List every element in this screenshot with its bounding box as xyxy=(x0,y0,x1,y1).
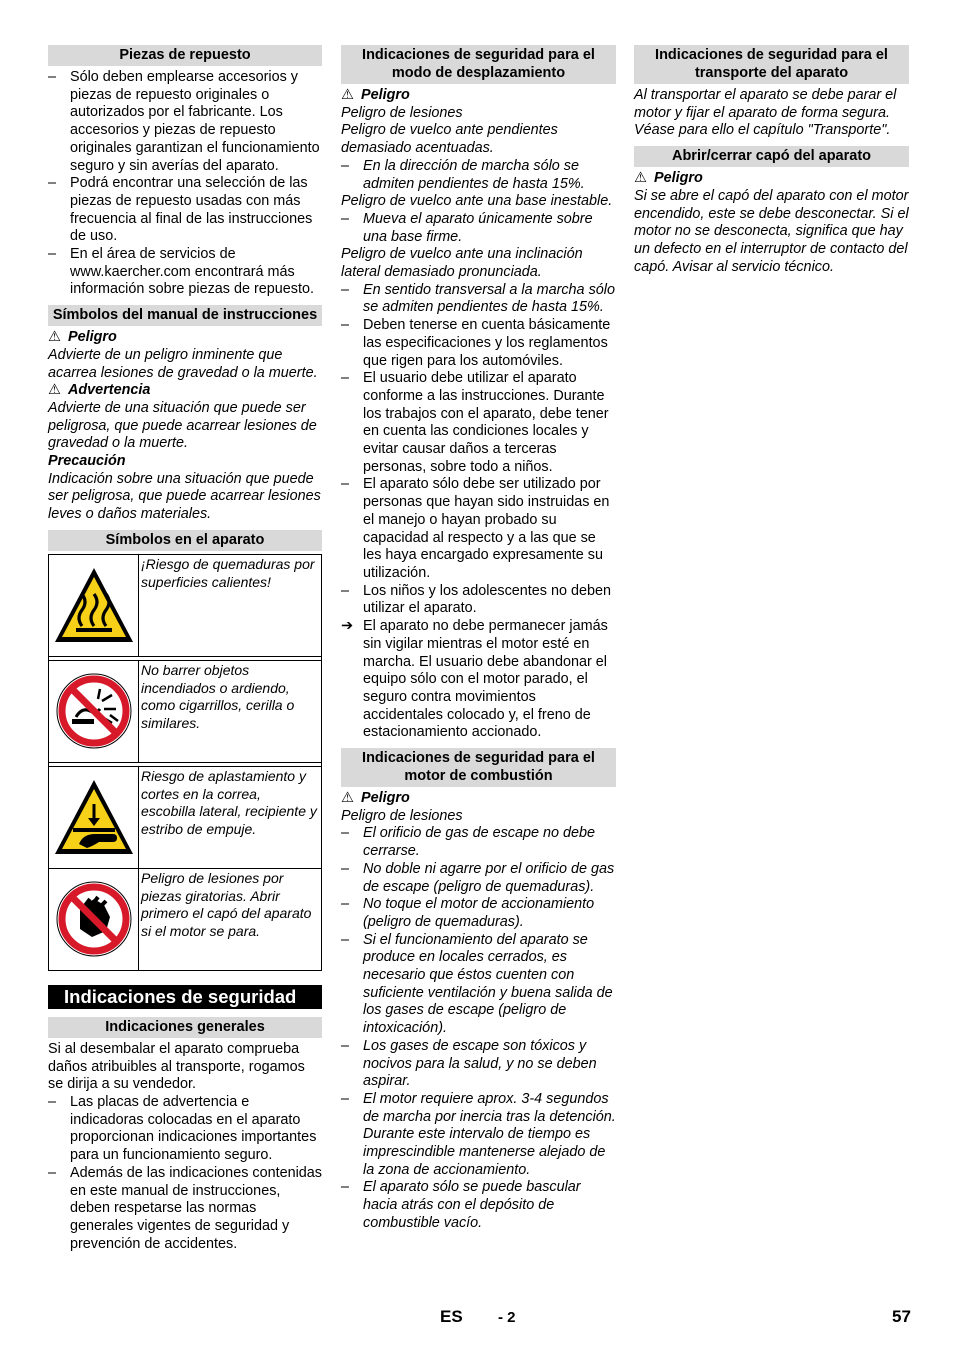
symbol-description: Peligro de lesiones por piezas giratorias. Abrir primero el capó del aparato si el motor se para. xyxy=(141,869,312,940)
list-item: – Deben tenerse en cuenta básicamente las especificaciones y los reglamentos que rigen para los automóviles. xyxy=(341,317,611,369)
column-1 xyxy=(48,45,322,1253)
spare-parts-list xyxy=(48,69,322,299)
hot-surface-warning-icon xyxy=(51,564,137,646)
list-item: – El aparato sólo debe ser utilizado por personas que hayan sido instruidas en el manejo o hayan probado su capacidad al respecto y a las que se les haya encargado expresamente su utilización. xyxy=(341,476,610,581)
warning-triangle-icon: ⚠ xyxy=(48,329,61,346)
danger-description: Advierte de un peligro inminente que acarrea lesiones de gravedad o la muerte. xyxy=(48,346,318,381)
list-item: – No doble ni agarre por el orificio de gas de escape (peligro de quemaduras). xyxy=(341,860,615,895)
overturn-lateral-note: Peligro de vuelco ante una inclinación lateral demasiado pronunciada. xyxy=(341,246,583,281)
safety-section-title: Indicaciones de seguridad xyxy=(48,985,322,1009)
spare-parts-heading: Piezas de repuesto xyxy=(48,45,322,66)
no-hand-rotating-parts-icon xyxy=(54,879,134,959)
table-row xyxy=(49,766,321,869)
list-item: – Los niños y los adolescentes no deben utilizar el aparato. xyxy=(341,582,612,617)
table-row xyxy=(49,555,321,657)
travel-safety-heading: Indicaciones de seguridad para el modo de desplazamiento xyxy=(341,45,616,84)
warning-triangle-icon: ⚠ xyxy=(341,790,354,807)
warning-description: Advierte de una situación que puede ser peligrosa, que puede acarrear lesiones de gravedad o la muerte. xyxy=(48,399,317,452)
hood-heading: Abrir/cerrar capó del aparato xyxy=(634,146,909,167)
engine-safety-heading: Indicaciones de seguridad para el motor de combustión xyxy=(341,748,616,787)
transport-safety-heading: Indicaciones de seguridad para el transporte del aparato xyxy=(634,45,909,84)
list-item: – No toque el motor de accionamiento (peligro de quemaduras). xyxy=(341,896,595,930)
list-item: – El usuario debe utilizar el aparato conforme a las instrucciones. Durante los trabajos con el aparato, debe tener en cuenta las condiciones locales y evitar causar daños a terceras personas, sobre todo a niños. xyxy=(341,370,609,475)
arrow-right-icon: ➔ xyxy=(341,618,354,635)
overturn-slopes-note: Peligro de vuelco ante pendientes demasiado acentuadas. xyxy=(341,122,558,157)
list-item: – El motor requiere aprox. 3-4 segundos de marcha por inercia tras la detención. Durante este intervalo de tiempo es imprescindible mantenerse alejado de la zona de accionamiento. xyxy=(341,1090,616,1178)
caution-signal: Precaución xyxy=(48,453,126,470)
column-3 xyxy=(634,45,909,276)
list-item: – En sentido transversal a la marcha sólo se admiten pendientes de hasta 15%. xyxy=(341,281,615,316)
warning-signal: ⚠ Advertencia xyxy=(48,382,151,399)
manual-symbols-heading: Símbolos del manual de instrucciones xyxy=(48,305,322,326)
overturn-unstable-note: Peligro de vuelco ante una base inestable. xyxy=(341,193,613,210)
general-notes-heading: Indicaciones generales xyxy=(48,1017,322,1038)
device-symbols-heading: Símbolos en el aparato xyxy=(48,530,322,551)
general-list xyxy=(48,1094,322,1253)
list-item: – Los gases de escape son tóxicos y nocivos para la salud, y no se deben aspirar. xyxy=(341,1037,597,1090)
symbol-description: ¡Riesgo de quemaduras por superficies calientes! xyxy=(141,555,315,590)
table-row xyxy=(49,660,321,763)
column-2 xyxy=(341,45,616,1233)
warning-triangle-icon: ⚠ xyxy=(634,170,647,187)
injury-note: Peligro de lesiones xyxy=(341,104,463,121)
list-item: – Si el funcionamiento del aparato se produce en locales cerrados, es necesario que éstos cuenten con suficiente ventilación y buena salida de los gases de escape (peligro de intoxicación). xyxy=(341,931,613,1037)
hood-text: Si se abre el capó del aparato con el motor encendido, este se debe desconectar. Si el motor no se desconecta, significa que hay un defecto en el interruptor de contacto del capó. Avisar al servicio técnico. xyxy=(634,187,909,275)
list-item: ➔ El aparato no debe permanecer jamás sin vigilar mientras el motor esté en marcha. El usuario debe abandonar el equipo sólo con el motor parado, el seguro contra movimientos accidentales colocado y, el freno de estacionamiento accionado. xyxy=(341,618,608,741)
footer-language: ES xyxy=(440,1307,463,1326)
list-item: – Además de las indicaciones contenidas en este manual de instrucciones, deben respetarse las normas generales vigentes de seguridad y prevención de accidentes. xyxy=(48,1164,322,1252)
list-item: – En el área de servicios de www.kaercher.com encontrará más información sobre piezas de repuesto. xyxy=(48,246,314,298)
symbol-description: Riesgo de aplastamiento y cortes en la correa, escobilla lateral, recipiente y estribo de empuje. xyxy=(141,767,317,838)
list-item: – Las placas de advertencia e indicadoras colocadas en el aparato proporcionan indicaciones importantes para un funcionamiento seguro. xyxy=(48,1093,317,1164)
list-item: – Sólo deben emplearse accesorios y piezas de repuesto originales o autorizados por el fabricante. Los accesorios y piezas de repuesto originales garantizan el funcionamiento seguro y sin averías del aparato. xyxy=(48,69,320,174)
warning-triangle-icon: ⚠ xyxy=(48,382,61,399)
general-intro: Si al desembalar el aparato comprueba daños atribuibles al transporte, rogamos se dirija a su vendedor. xyxy=(48,1040,305,1093)
page-number: 57 xyxy=(892,1307,911,1326)
injury-note: Peligro de lesiones xyxy=(341,807,463,824)
list-item: – El orificio de gas de escape no debe cerrarse. xyxy=(341,825,596,860)
device-symbols-table xyxy=(48,554,322,971)
symbol-description: No barrer objetos incendiados o ardiendo, como cigarrillos, cerilla o similares. xyxy=(141,661,295,732)
danger-signal: ⚠ Peligro xyxy=(341,87,410,103)
list-item: – Podrá encontrar una selección de las piezas de repuesto usadas con más frecuencia al final de las instrucciones de uso. xyxy=(48,175,313,245)
crush-hand-warning-icon xyxy=(51,776,137,858)
list-item: – Mueva el aparato únicamente sobre una base firme. xyxy=(341,210,593,245)
danger-signal: ⚠ Peligro xyxy=(341,790,410,807)
footer-section: - 2 xyxy=(498,1309,516,1326)
danger-signal: ⚠ Peligro xyxy=(634,170,703,187)
list-item: – El aparato sólo se puede bascular hacia atrás con el depósito de combustible vacío. xyxy=(341,1179,581,1231)
warning-triangle-icon: ⚠ xyxy=(341,87,354,103)
list-item: – En la dirección de marcha sólo se admiten pendientes de hasta 15%. xyxy=(341,157,585,192)
caution-description: Indicación sobre una situación que puede ser peligrosa, que puede acarrear lesiones leves o daños materiales. xyxy=(48,470,321,523)
danger-signal: ⚠ Peligro xyxy=(48,329,117,346)
transport-text: Al transportar el aparato se debe parar el motor y fijar el aparato de forma segura. Véase para ello el capítulo "Transporte". xyxy=(634,87,897,139)
table-row xyxy=(49,869,321,970)
no-burning-objects-icon xyxy=(54,671,134,751)
